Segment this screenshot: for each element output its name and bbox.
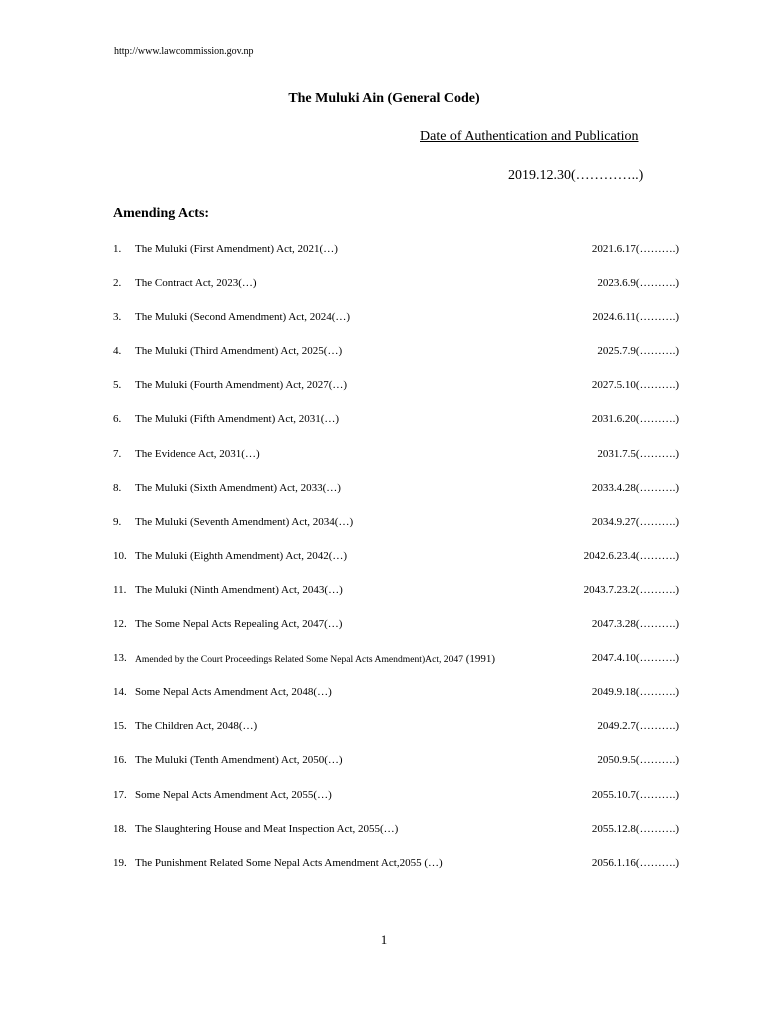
- amending-acts-list: [113, 243, 679, 891]
- act-name: Some Nepal Acts Amendment Act, 2055(…): [135, 788, 332, 801]
- act-number: 15.: [113, 720, 127, 733]
- act-number: 8.: [113, 481, 122, 494]
- list-item: [113, 482, 679, 516]
- act-date: 2024.6.11(……….): [592, 311, 679, 324]
- act-name: The Contract Act, 2023(…): [135, 277, 257, 290]
- act-number: 16.: [113, 754, 127, 767]
- act-name: Some Nepal Acts Amendment Act, 2048(…): [135, 686, 332, 699]
- list-item: [113, 584, 679, 618]
- list-item: [113, 789, 679, 823]
- act-name: The Slaughtering House and Meat Inspection Act, 2055(…): [135, 822, 399, 835]
- list-item: [113, 277, 679, 311]
- act-name: The Children Act, 2048(…): [135, 720, 258, 733]
- header-url: http://www.lawcommission.gov.np: [114, 46, 254, 57]
- act-number: 14.: [113, 686, 127, 699]
- list-item: [113, 686, 679, 720]
- act-name: The Muluki (Tenth Amendment) Act, 2050(…): [135, 754, 343, 767]
- act-name: The Muluki (Seventh Amendment) Act, 2034(…): [135, 515, 354, 528]
- act-name: The Muluki (First Amendment) Act, 2021(…): [135, 243, 338, 255]
- list-item: [113, 311, 679, 345]
- act-date: 2047.4.10(……….): [591, 652, 679, 665]
- act-number: 11.: [113, 583, 127, 596]
- act-date: 2050.9.5(……….): [597, 754, 679, 767]
- act-name: The Muluki (Eighth Amendment) Act, 2042(…): [135, 549, 348, 562]
- list-item: [113, 857, 679, 891]
- act-date: 2034.9.27(……….): [591, 515, 679, 528]
- act-date: 2042.6.23.4(……….): [583, 549, 679, 562]
- act-date: 2021.6.17(……….): [591, 243, 679, 255]
- act-name: The Muluki (Fourth Amendment) Act, 2027(…): [135, 379, 348, 392]
- act-date: 2025.7.9(……….): [597, 345, 679, 358]
- act-date: 2033.4.28(……….): [591, 481, 679, 494]
- amending-acts-heading: Amending Acts:: [113, 206, 210, 221]
- act-number: 12.: [113, 618, 127, 631]
- page-number: 1: [380, 932, 388, 947]
- list-item: [113, 448, 679, 482]
- act-date: 2031.6.20(……….): [591, 413, 679, 426]
- act-number: 4.: [113, 345, 122, 358]
- act-number: 17.: [113, 788, 127, 801]
- act-number: 3.: [113, 311, 122, 324]
- act-number: 5.: [113, 379, 122, 392]
- act-number: 9.: [113, 515, 122, 528]
- act-date: 2047.3.28(……….): [591, 618, 679, 631]
- act-number: 13.: [113, 652, 127, 665]
- act-name: The Some Nepal Acts Repealing Act, 2047(…): [135, 618, 343, 631]
- act-date: 2031.7.5(……….): [597, 447, 679, 460]
- list-item: [113, 652, 679, 686]
- act-name: [135, 653, 495, 665]
- act-date: 2043.7.23.2(……….): [583, 583, 679, 596]
- act-name-main: Amended by the Court Proceedings Related Some Nepal Acts Amendment)Act, 2047: [135, 654, 463, 666]
- act-number: 19.: [113, 856, 127, 869]
- act-number: 2.: [113, 277, 122, 290]
- authentication-label: Date of Authentication and Publication: [420, 129, 639, 144]
- list-item: [113, 754, 679, 788]
- list-item: [113, 413, 679, 447]
- act-name: The Muluki (Sixth Amendment) Act, 2033(…): [135, 481, 341, 494]
- list-item: [113, 720, 679, 754]
- act-date: 2056.1.16(……….): [591, 856, 679, 869]
- document-title: The Muluki Ain (General Code): [288, 91, 480, 106]
- act-date: 2049.9.18(……….): [591, 686, 679, 699]
- list-item: [113, 243, 679, 277]
- act-date: 2055.10.7(……….): [591, 788, 679, 801]
- list-item: [113, 550, 679, 584]
- act-name: The Muluki (Ninth Amendment) Act, 2043(…): [135, 583, 343, 596]
- act-number: 1.: [113, 243, 122, 255]
- act-number: 18.: [113, 822, 127, 835]
- act-name-year: (1991): [463, 653, 496, 666]
- act-name: The Punishment Related Some Nepal Acts Amendment Act,2055 (…): [135, 856, 443, 869]
- list-item: [113, 823, 679, 857]
- list-item: [113, 379, 679, 413]
- act-name: The Muluki (Third Amendment) Act, 2025(…): [135, 345, 343, 358]
- act-date: 2027.5.10(……….): [591, 379, 679, 392]
- act-date: 2049.2.7(……….): [597, 720, 679, 733]
- act-number: 10.: [113, 549, 127, 562]
- act-date: 2055.12.8(……….): [591, 822, 679, 835]
- act-name: The Muluki (Fifth Amendment) Act, 2031(…): [135, 413, 340, 426]
- authentication-date: 2019.12.30(…………..): [508, 168, 644, 183]
- list-item: [113, 516, 679, 550]
- list-item: [113, 618, 679, 652]
- act-name: The Evidence Act, 2031(…): [135, 447, 260, 460]
- act-number: 6.: [113, 413, 122, 426]
- list-item: [113, 345, 679, 379]
- act-name: The Muluki (Second Amendment) Act, 2024(…): [135, 311, 351, 324]
- act-number: 7.: [113, 447, 122, 460]
- act-date: 2023.6.9(……….): [597, 277, 679, 290]
